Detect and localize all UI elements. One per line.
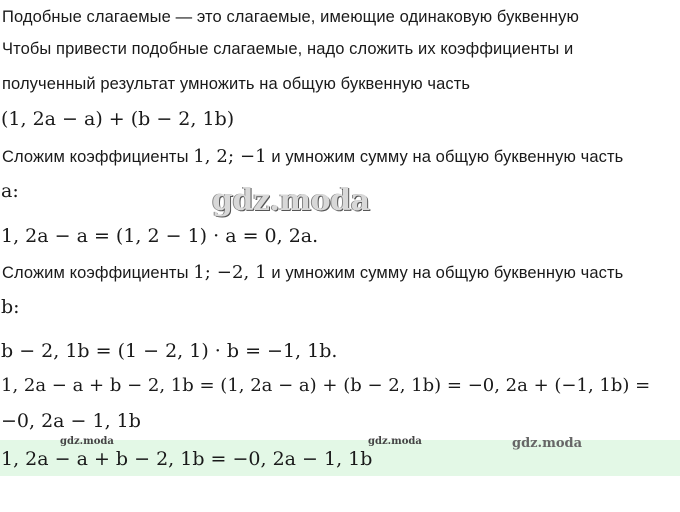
step-b-prefix: Сложим коэффициенты (2, 264, 194, 282)
full-solution-line-1: 1, 2a − a + b − 2, 1b = (1, 2a − a) + (b − 2, 1b) = −0, 2a + (−1, 1b) = (1, 375, 651, 396)
variable-b: b: (1, 296, 20, 318)
step-b-coefficients: 1; −2, 1 (193, 262, 267, 283)
final-answer: 1, 2a − a + b − 2, 1b = −0, 2a − 1, 1b (1, 448, 373, 470)
watermark-small-3: gdz.moda (512, 436, 583, 451)
step-b-suffix: и умножим сумму на общую буквенную часть (266, 264, 624, 282)
step-a-result: 1, 2a − a = (1, 2 − 1) · a = 0, 2a. (1, 225, 319, 247)
watermark-main: gdz.moda (212, 183, 370, 218)
watermark-small-2: gdz.moda (368, 436, 422, 447)
step-a-prefix: Сложим коэффициенты (2, 148, 194, 166)
step-b-text (2, 262, 623, 283)
step-a-text (2, 146, 623, 167)
step-b-result: b − 2, 1b = (1 − 2, 1) · b = −1, 1b. (1, 340, 338, 362)
watermark-small-1: gdz.moda (60, 436, 114, 447)
expression: (1, 2a − a) + (b − 2, 1b) (1, 108, 235, 130)
step-a-suffix: и умножим сумму на общую буквенную часть (266, 148, 624, 166)
definition-line: Подобные слагаемые — это слагаемые, имеющие одинаковую буквенную (2, 8, 579, 26)
rule-line-2: полученный результат умножить на общую буквенную часть (2, 75, 471, 93)
rule-line-1: Чтобы привести подобные слагаемые, надо сложить их коэффициенты и (2, 40, 574, 58)
variable-a: a: (1, 180, 19, 202)
full-solution-line-2: −0, 2a − 1, 1b (1, 410, 141, 432)
step-a-coefficients: 1, 2; −1 (193, 146, 267, 167)
